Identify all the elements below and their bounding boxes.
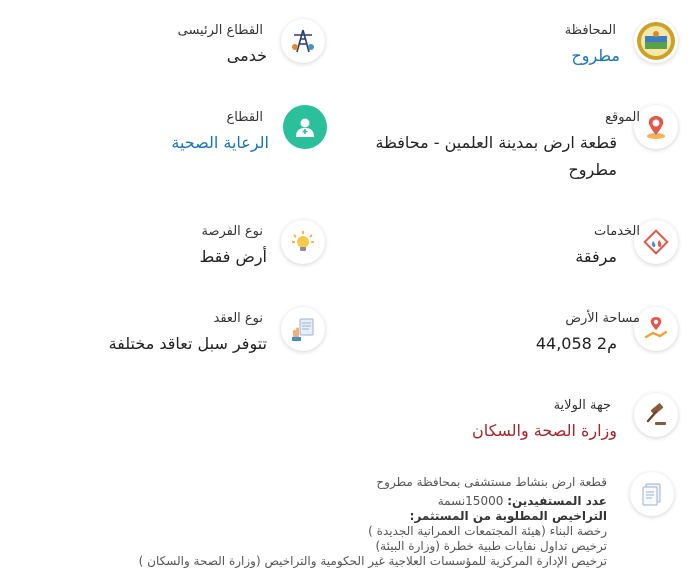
land-area-label: مساحة الأرض — [565, 311, 640, 326]
document-icon — [630, 472, 674, 516]
description-line: قطعة ارض بنشاط مستشفى بمحافظة مطروح — [376, 475, 607, 489]
location-pin-icon — [634, 105, 678, 149]
utilities-icon — [634, 220, 678, 264]
license-item: رخصة البناء (هيئة المجتمعات العمرانية الجديدة ) — [368, 524, 607, 538]
main-sector-value: خدمى — [226, 46, 267, 65]
sector-value[interactable]: الرعاية الصحية — [171, 133, 269, 152]
licenses-title: التراخيص المطلوبة من المستثمر: — [409, 509, 607, 523]
beneficiaries-line — [139, 494, 607, 509]
governorate-seal-icon — [634, 19, 678, 63]
contract-type-label: نوع العقد — [213, 311, 263, 326]
land-area-value: 44,058 م2 — [535, 334, 617, 353]
contract-type-value: تتوفر سبل تعاقد مختلفة — [108, 334, 267, 353]
location-value: قطعة ارض بمدينة العلمين - محافظة مطروح — [375, 133, 617, 179]
main-sector-label: القطاع الرئيسى — [177, 23, 263, 38]
lightbulb-icon — [281, 220, 325, 264]
contract-hand-icon — [281, 307, 325, 351]
license-item: ترخيص تداول نفايات طبية خطرة (وزارة البيئة) — [375, 539, 607, 553]
beneficiaries-value: 15000نسمة — [437, 494, 504, 508]
license-item: ترخيص الإدارة المركزية للمؤسسات العلاجية غير الحكومية والتراخيص (وزارة الصحة والسكان ) — [138, 554, 607, 568]
opportunity-type-value: أرض فقط — [199, 247, 267, 266]
land-location-icon — [634, 307, 678, 351]
governorate-value[interactable]: مطروح — [571, 46, 620, 65]
governorate-label: المحافظة — [564, 23, 616, 38]
doctor-icon — [283, 105, 327, 149]
services-value: مرفقة — [575, 247, 617, 266]
opportunity-type-label: نوع الفرصة — [201, 224, 263, 239]
description-block — [139, 475, 607, 569]
authority-value[interactable]: وزارة الصحة والسكان — [471, 421, 617, 440]
sector-label: القطاع — [226, 110, 263, 125]
gavel-icon — [634, 393, 678, 437]
authority-label: جهة الولاية — [553, 398, 611, 413]
power-tower-icon — [281, 19, 325, 63]
location-label: الموقع — [605, 110, 640, 125]
services-label: الخدمات — [594, 224, 640, 239]
beneficiaries-label: عدد المستفيدين: — [507, 494, 607, 508]
